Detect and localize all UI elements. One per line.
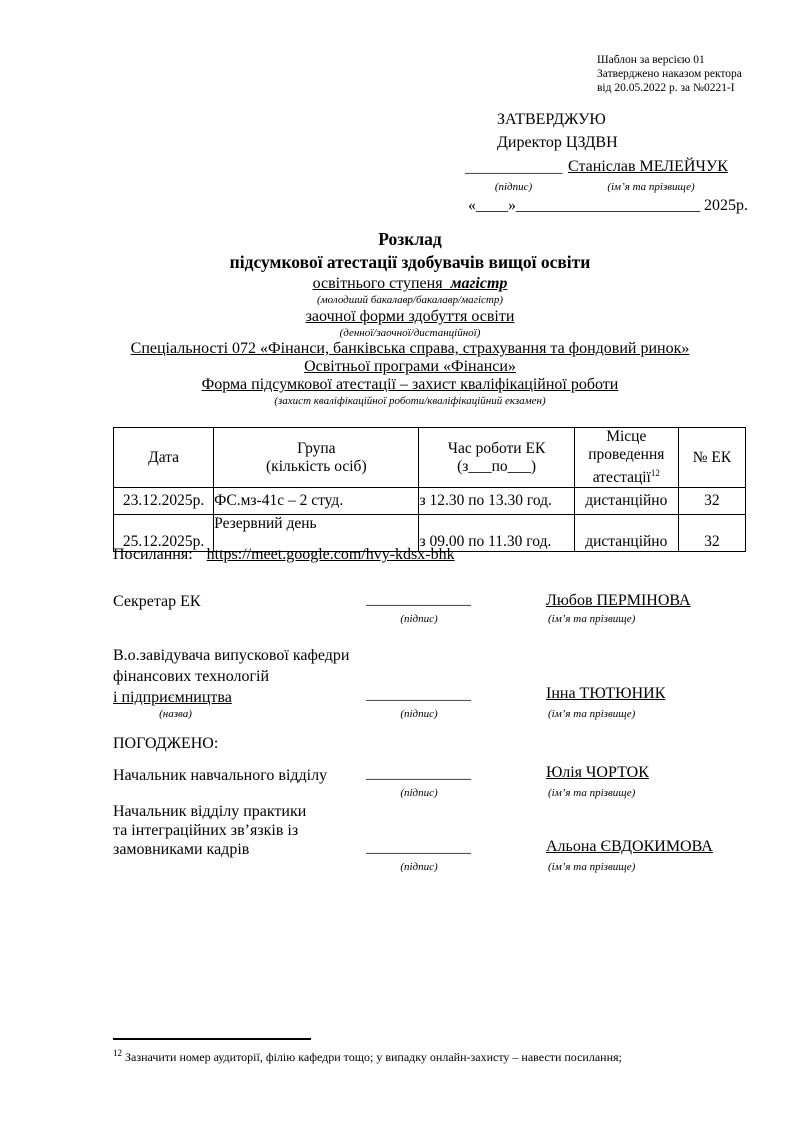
- cell-time: з 09.00 по 11.30 год.: [419, 515, 574, 552]
- edu-dept-head-name-caption: (ім’я та прізвище): [548, 787, 636, 799]
- practice-dept-head-role: [113, 802, 373, 859]
- place-footnote-ref: 12: [650, 468, 660, 478]
- degree-line: [80, 274, 740, 293]
- secretary-name-caption: (ім’я та прізвище): [548, 613, 636, 625]
- dept-head-signature-blank: ______________: [366, 687, 471, 703]
- attestation-form-caption: (захист кваліфікаційної роботи/кваліфікаційний екзамен): [274, 395, 546, 407]
- secretary-signature-caption: (підпис): [400, 613, 438, 625]
- cell-group: Резервний день: [214, 515, 419, 552]
- practice-dept-head-name: Альона ЄВДОКИМОВА: [546, 838, 713, 855]
- meeting-link-label: Посилання:: [113, 546, 193, 563]
- footnote-separator: [113, 1038, 311, 1040]
- dept-head-signature-caption: (підпис): [400, 708, 438, 720]
- practice-role-line1: Начальник відділу практики: [113, 803, 307, 820]
- template-version-line: Шаблон за версією 01: [597, 54, 705, 66]
- practice-role-line3: замовниками кадрів: [113, 841, 250, 858]
- agreed-label: ПОГОДЖЕНО:: [113, 735, 219, 752]
- secretary-signature-blank: ______________: [366, 592, 471, 608]
- study-form-line: заочної форми здобуття освіти: [305, 308, 515, 325]
- document-title-block: [80, 228, 740, 408]
- dept-head-role-line1: В.о.завідувача випускової кафедри: [113, 647, 350, 664]
- cell-ek-number: 32: [678, 488, 745, 515]
- study-form-caption: (денної/заочної/дистанційної): [339, 327, 481, 339]
- cell-ek-number: 32: [678, 515, 745, 552]
- col-header-group: Група (кількість осіб): [214, 428, 419, 488]
- cell-date: 23.12.2025р.: [114, 488, 214, 515]
- footnote-text: Зазначити номер аудиторії, філію кафедри тощо; у випадку онлайн-захисту – навести посилання;: [125, 1050, 622, 1064]
- col-header-date: Дата: [114, 428, 214, 488]
- attestation-form-line: Форма підсумкової атестації – захист кваліфікаційної роботи: [201, 376, 619, 393]
- degree-prefix: освітнього ступеня: [312, 275, 443, 292]
- approval-block: [497, 108, 618, 154]
- degree-caption: (молодший бакалавр/бакалавр/магістр): [316, 294, 503, 306]
- practice-role-line2: та інтеграційних зв’язків із: [113, 822, 299, 839]
- practice-dept-head-signature-blank: ______________: [366, 840, 471, 856]
- doc-title-line1: Розклад: [378, 229, 442, 249]
- specialty-line: Спеціальності 072 «Фінанси, банківська справа, страхування та фондовий ринок»: [130, 340, 690, 357]
- degree-value: магістр: [450, 275, 508, 292]
- col-header-place: Місце проведення атестації$^{12}$: [574, 428, 678, 488]
- secretary-name: Любов ПЕРМІНОВА: [546, 592, 691, 609]
- approval-name-caption: (ім’я та прізвище): [607, 181, 695, 193]
- approval-signature-caption: (підпис): [494, 181, 533, 193]
- program-line: Освітньої програми «Фінанси»: [304, 358, 516, 375]
- col-header-ek-number: № ЕК: [678, 428, 745, 488]
- dept-head-name-caption: (ім’я та прізвище): [548, 708, 636, 720]
- cell-time: з 12.30 по 13.30 год.: [419, 488, 574, 515]
- schedule-table: [113, 427, 746, 552]
- template-approved-line: Затверджено наказом ректора: [597, 68, 742, 80]
- dept-head-name: Інна ТЮТЮНИК: [546, 685, 666, 702]
- edu-dept-head-signature-caption: (підпис): [400, 787, 438, 799]
- footnote-marker: 12: [113, 1048, 122, 1058]
- table-row: [114, 488, 746, 515]
- dept-head-role-line3: і підприємництва: [113, 689, 232, 706]
- cell-place: дистанційно: [574, 515, 678, 552]
- approver-title: Директор ЦЗДВН: [497, 134, 618, 151]
- edu-dept-head-name: Юлія ЧОРТОК: [546, 764, 649, 781]
- practice-dept-head-name-caption: (ім’я та прізвище): [548, 861, 636, 873]
- practice-dept-head-signature-caption: (підпис): [400, 861, 438, 873]
- edu-dept-head-role: Начальник навчального відділу: [113, 767, 328, 784]
- approver-name: Станіслав МЕЛЕЙЧУК: [568, 158, 728, 175]
- cell-date: 25.12.2025р.: [114, 515, 214, 552]
- doc-title-line2: підсумкової атестації здобувачів вищої освіти: [229, 252, 591, 272]
- cell-place: дистанційно: [574, 488, 678, 515]
- meeting-link-row: [113, 545, 455, 564]
- template-order-line: від 20.05.2022 р. за №0221-I: [597, 82, 735, 94]
- edu-dept-head-signature-blank: ______________: [366, 766, 471, 782]
- footnote: [113, 1046, 753, 1065]
- approval-date-line: «____»_______________________ 2025р.: [468, 197, 748, 214]
- secretary-role: Секретар ЕК: [113, 593, 201, 610]
- dept-name-caption: (назва): [159, 708, 192, 720]
- col-header-time: Час роботи ЕК (з___по___): [419, 428, 574, 488]
- approval-label: ЗАТВЕРДЖУЮ: [497, 111, 606, 128]
- meeting-link[interactable]: https://meet.google.com/hvy-kdsx-bhk: [206, 546, 455, 563]
- template-version-block: [597, 53, 742, 95]
- dept-head-role: [113, 645, 373, 708]
- dept-head-role-line2: фінансових технологій: [113, 668, 270, 685]
- approval-signature-blank: _____________: [465, 160, 563, 176]
- cell-group: ФС.мз-41с – 2 студ.: [214, 488, 419, 515]
